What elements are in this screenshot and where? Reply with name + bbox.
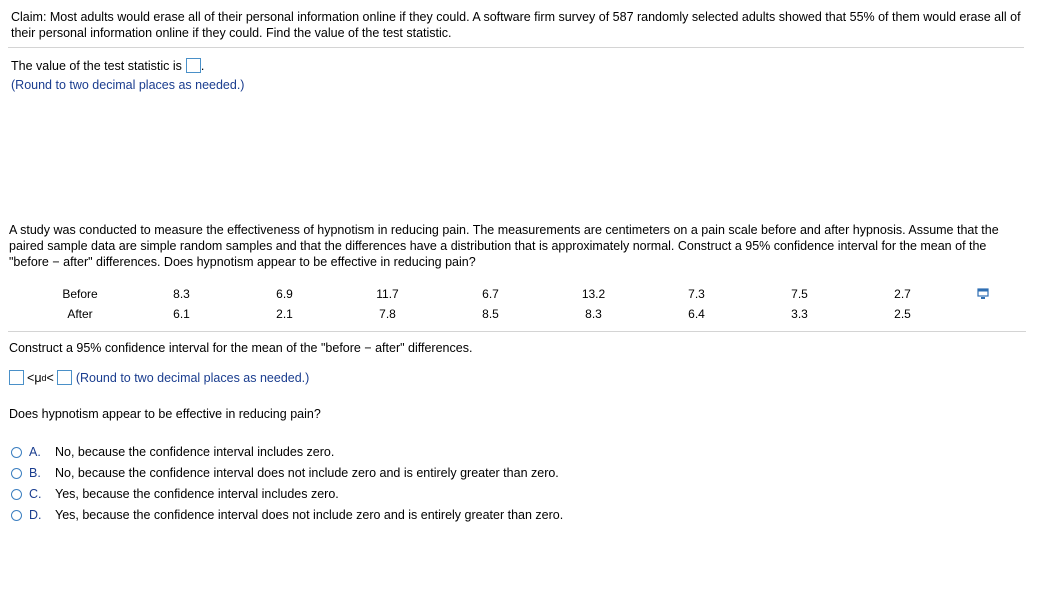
mu-symbol: μ (34, 370, 42, 385)
radio-button[interactable] (11, 447, 22, 458)
choice-text: No, because the confidence interval includes zero. (55, 445, 335, 459)
choice-letter: A. (29, 445, 41, 459)
q1-answer-line (11, 58, 204, 73)
table-cell: 6.4 (688, 307, 705, 321)
table-cell: 11.7 (376, 287, 399, 301)
table-cell: 8.5 (482, 307, 499, 321)
radio-button[interactable] (11, 489, 22, 500)
row-label: Before (62, 287, 98, 301)
effectiveness-question: Does hypnotism appear to be effective in reducing pain? (9, 407, 321, 421)
less-than-symbol: < (46, 370, 54, 385)
table-cell: 2.1 (276, 307, 293, 321)
q2-divider (8, 331, 1026, 332)
choice-b[interactable] (11, 466, 559, 480)
q2-prompt-text: A study was conducted to measure the effectiveness of hypnotism in reducing pain. The measurements are centimeters on a pain scale before and after hypnosis. Assume that the paired sample data are simple random samples and that the differences have a distribution that is approximately normal. Construct a 95% confidence interval for the mean of the "before − after" differences. Does hypnotism appear to be effective in reducing pain? (9, 223, 999, 269)
choice-d[interactable] (11, 508, 563, 522)
radio-button[interactable] (11, 510, 22, 521)
table-cell: 6.7 (482, 287, 499, 301)
table-cell: 3.3 (791, 307, 808, 321)
table-cell: 6.9 (276, 287, 293, 301)
table-cell: 13.2 (581, 287, 606, 301)
table-cell: 7.8 (379, 307, 396, 321)
choice-letter: C. (29, 487, 42, 501)
choice-letter: D. (29, 508, 42, 522)
q1-answer-prefix: The value of the test statistic is (11, 58, 182, 73)
table-cell: 2.5 (894, 307, 911, 321)
mu-subscript: d (41, 372, 47, 383)
row-label: After (67, 307, 93, 321)
test-statistic-input[interactable] (186, 58, 201, 73)
table-row-before (30, 284, 954, 304)
choice-text: No, because the confidence interval does not include zero and is entirely greater than zero. (55, 466, 559, 480)
table-cell: 8.3 (585, 307, 602, 321)
interval-upper-input[interactable] (57, 370, 72, 385)
table-cell: 6.1 (173, 307, 190, 321)
choice-c[interactable] (11, 487, 339, 501)
interval-lower-input[interactable] (9, 370, 24, 385)
radio-button[interactable] (11, 468, 22, 479)
table-cell: 7.3 (688, 287, 705, 301)
table-row-after (30, 304, 954, 324)
q1-claim-text: Claim: Most adults would erase all of their personal information online if they could. A software firm survey of 587 randomly selected adults showed that 55% of them would erase all of their personal information online if they could. Find the value of the test statistic. (11, 10, 1021, 40)
choice-text: Yes, because the confidence interval includes zero. (55, 487, 339, 501)
copy-data-icon[interactable] (977, 288, 989, 300)
table-cell: 8.3 (173, 287, 190, 301)
q1-round-note: (Round to two decimal places as needed.) (11, 78, 245, 92)
choice-letter: B. (29, 466, 41, 480)
table-cell: 7.5 (791, 287, 808, 301)
interval-answer-line (9, 370, 309, 385)
table-cell: 2.7 (894, 287, 911, 301)
interval-round-note: (Round to two decimal places as needed.) (75, 370, 310, 385)
construct-instruction: Construct a 95% confidence interval for the mean of the "before − after" differences. (9, 341, 473, 355)
less-than-symbol: < (27, 370, 35, 385)
paired-data-table (30, 284, 954, 324)
choice-text: Yes, because the confidence interval does not include zero and is entirely greater than zero. (55, 508, 564, 522)
q1-divider (8, 47, 1024, 48)
q1-answer-suffix: . (200, 58, 205, 73)
choice-a[interactable] (11, 445, 334, 459)
